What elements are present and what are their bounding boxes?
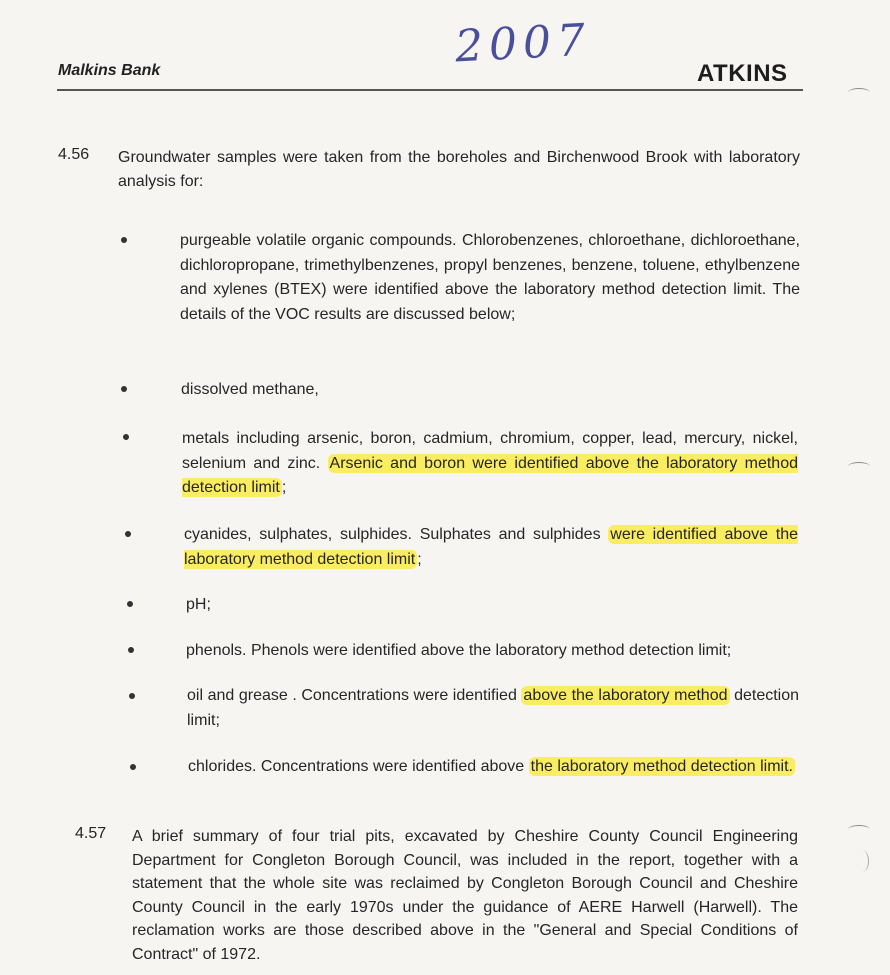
bullet-text: detection limit; [187, 687, 800, 729]
document-header-title: Malkins Bank [58, 62, 161, 79]
margin-mark [848, 825, 870, 834]
margin-mark [848, 462, 870, 471]
bullet-text: metals including arsenic, boron, cadmium, chromium, copper, lead, mercury, nickel, selenium and zinc. [182, 430, 798, 472]
header-rule [57, 89, 803, 91]
bullet-dot [127, 601, 133, 607]
paragraph-number-4-56: 4.56 [58, 146, 90, 163]
bullet-item-voc: purgeable volatile organic compounds. Chlorobenzenes, chloroethane, dichloroethane, dichloropropane, trimethylbenzenes, propyl benzenes, benzene, toluene, ethylbenzene and xylenes (BTEX) were identified above the laboratory method detection limit. The details of the VOC results are discussed below; [180, 232, 800, 323]
margin-mark [856, 850, 869, 872]
highlighted-text: the laboratory method detection limit. [530, 758, 793, 775]
margin-mark [848, 88, 870, 97]
bullet-item-oil-grease [187, 684, 799, 733]
highlighted-text: were identified above the laboratory method detection limit [184, 526, 798, 568]
paragraph-4-56: Groundwater samples were taken from the boreholes and Birchenwood Brook with laboratory analysis for: [118, 149, 800, 190]
atkins-logo: ATKINS [697, 60, 788, 87]
bullet-dot [125, 531, 131, 537]
bullet-dot [128, 647, 134, 653]
bullet-dot [123, 434, 129, 440]
bullet-text: ; [281, 479, 287, 496]
bullet-dot [121, 386, 127, 392]
bullet-dot [129, 693, 135, 699]
bullet-item-methane: dissolved methane, [181, 381, 319, 398]
bullet-text: oil and grease . Concentrations were identified [187, 687, 522, 704]
bullet-item-cyanides [184, 523, 798, 572]
highlighted-text: Arsenic and boron were identified above the laboratory method detection limit [182, 454, 798, 496]
bullet-item-chlorides [188, 755, 798, 780]
bullet-text: chlorides. Concentrations were identified above [188, 758, 529, 775]
paragraph-number-4-57: 4.57 [75, 825, 107, 842]
paragraph-4-57: A brief summary of four trial pits, excavated by Cheshire County Council Engineering Department for Congleton Borough Council, was included in the report, together with a statement that the whole site was reclaimed by Congleton Borough Council and Cheshire County Council in the early 1970s under the guidance of AERE Harwell (Harwell). The reclamation works are those described above in the "General and Special Conditions of Contract" of 1972. [132, 828, 798, 963]
bullet-text: cyanides, sulphates, sulphides. Sulphates and sulphides [184, 526, 609, 543]
highlighted-text: above the laboratory method [523, 687, 728, 704]
bullet-dot [121, 237, 127, 243]
bullet-item-ph: pH; [186, 596, 211, 613]
handwritten-year-annotation: 2007 [453, 14, 593, 73]
bullet-item-phenols: phenols. Phenols were identified above the laboratory method detection limit; [186, 642, 732, 659]
bullet-dot [130, 764, 136, 770]
bullet-item-metals [182, 427, 798, 501]
bullet-text: ; [417, 550, 422, 568]
